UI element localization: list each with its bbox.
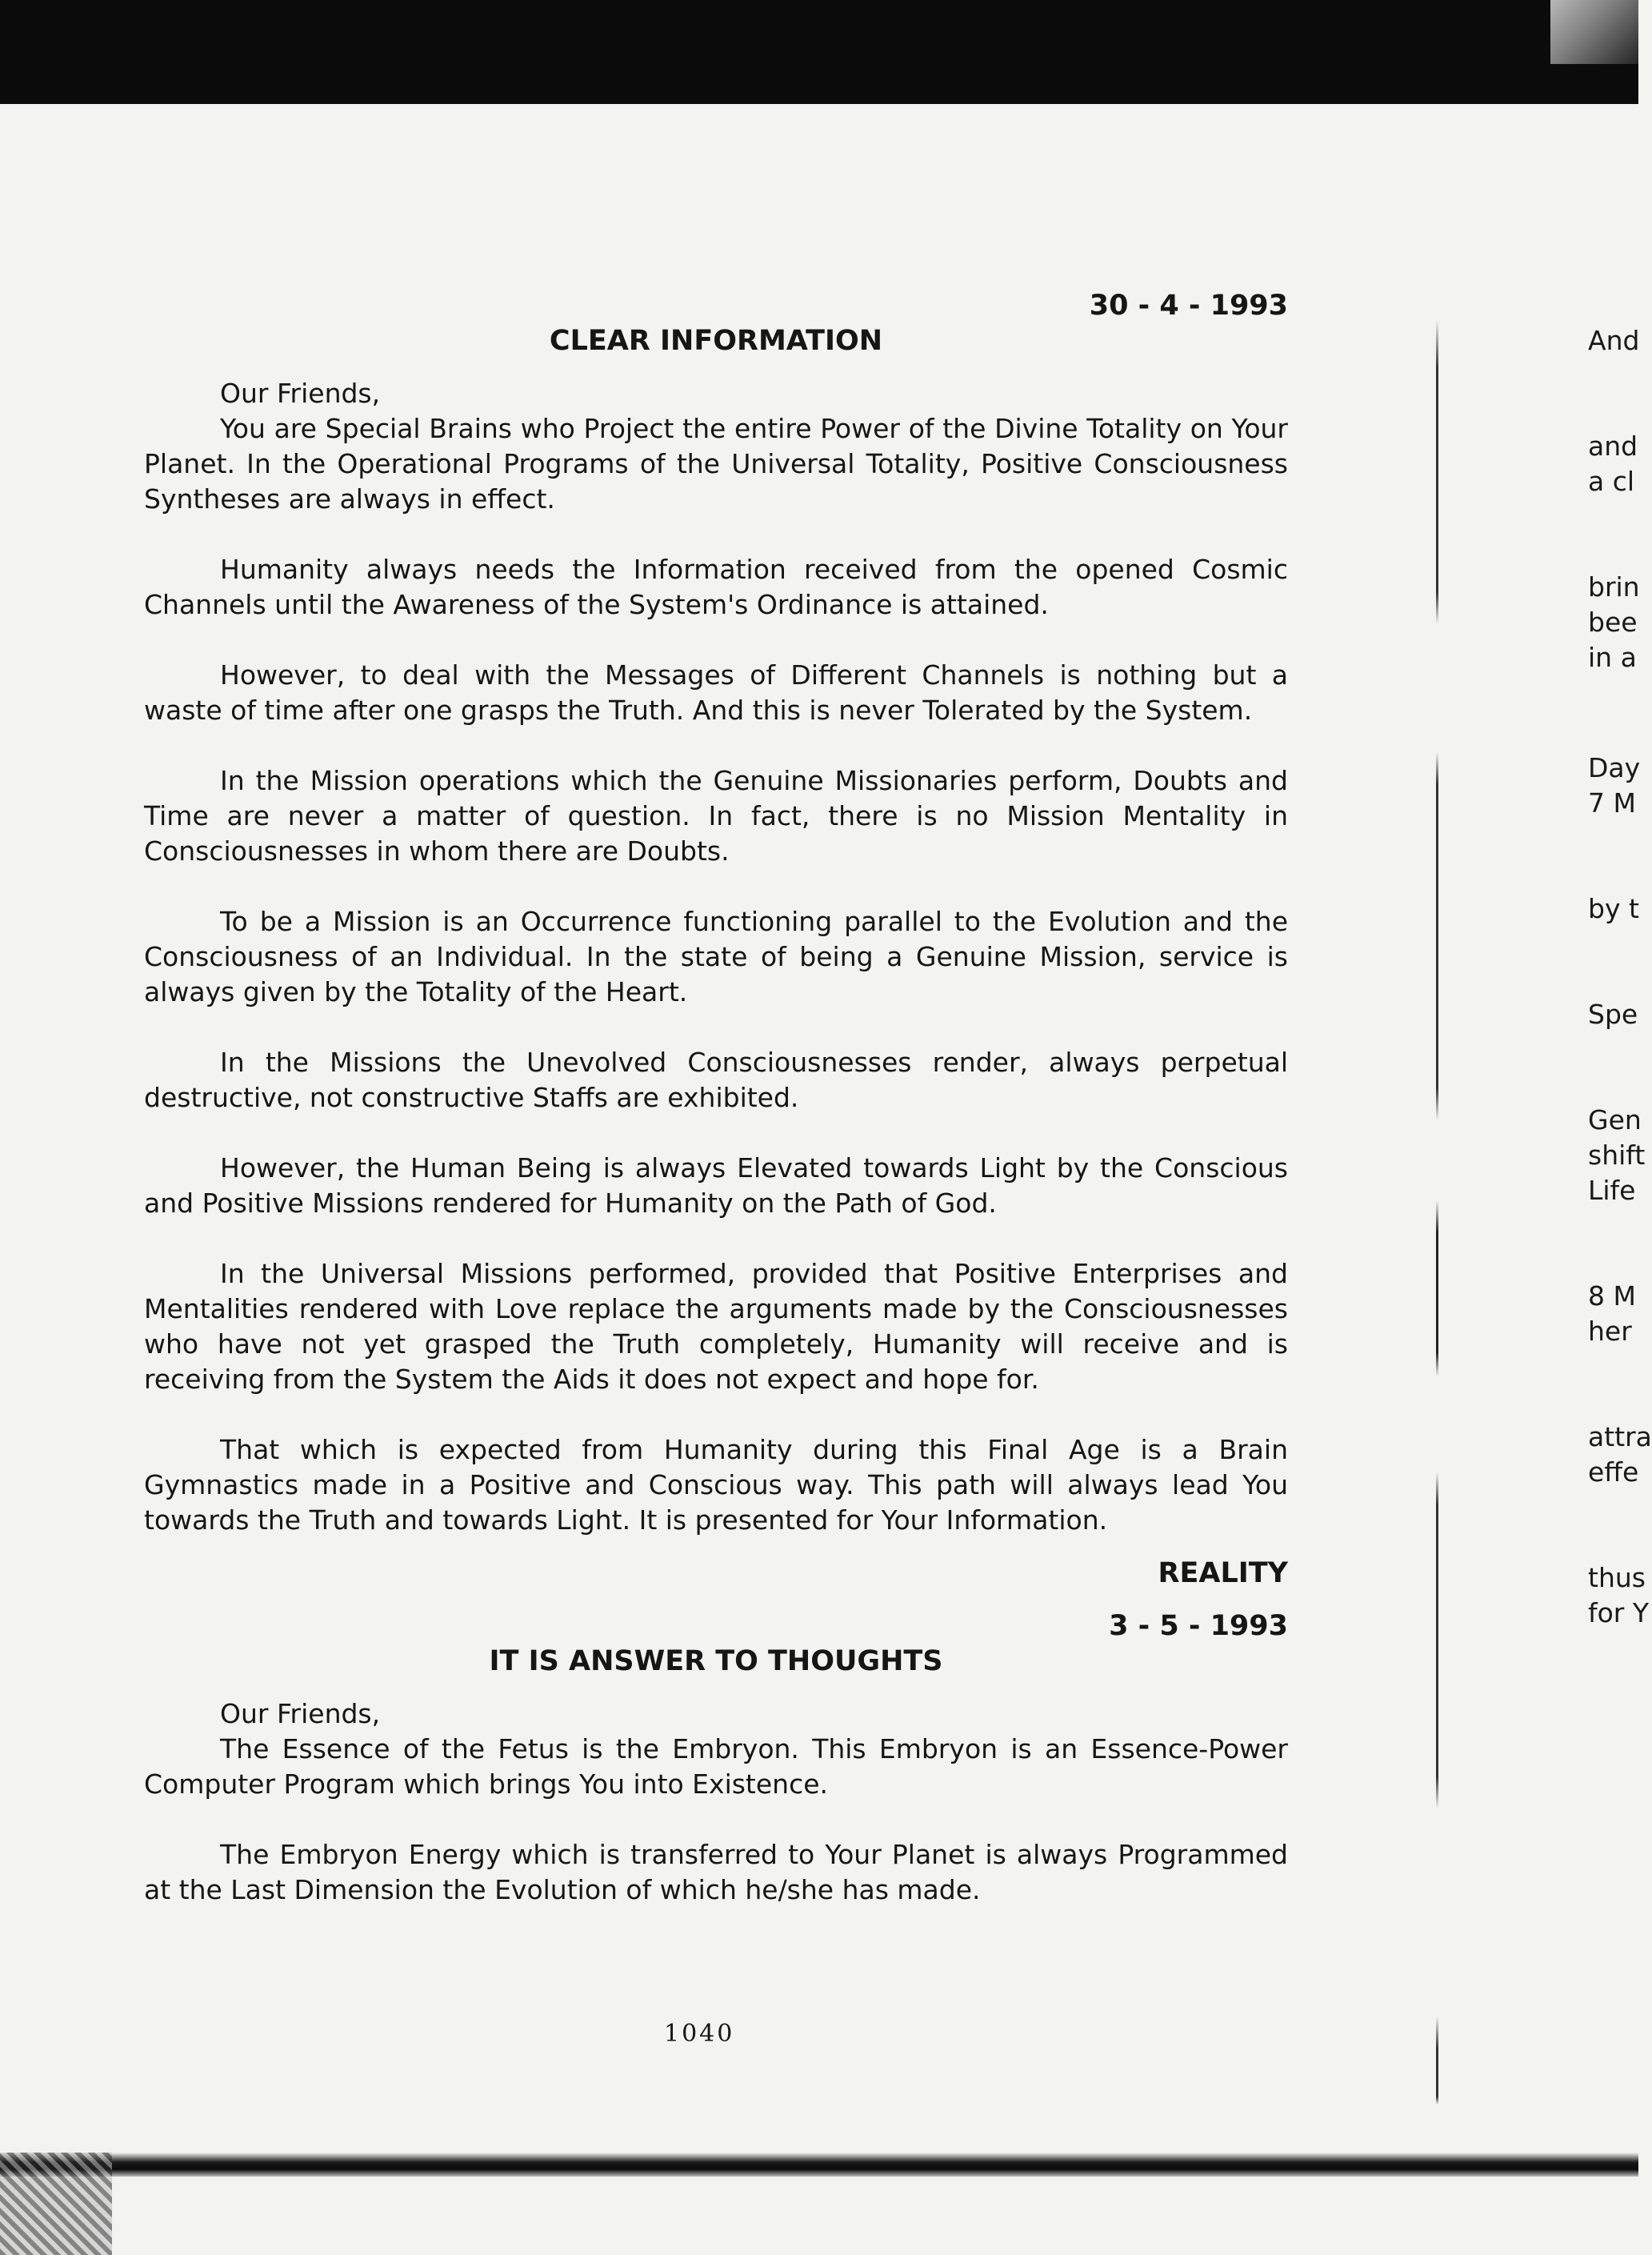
entry-title: CLEAR INFORMATION	[549, 325, 883, 357]
entry-it-is-answer-to-thoughts	[144, 1608, 1288, 1908]
facing-page-fragment: Gen	[1588, 1104, 1642, 1136]
left-page-content	[144, 288, 1288, 1908]
greeting: Our Friends,	[220, 378, 381, 409]
paragraph: However, to deal with the Messages of Different Channels is nothing but a waste of time after one grasps the Truth. And this is never Tolerated by the System.	[144, 659, 1288, 726]
paragraph: That which is expected from Humanity during this Final Age is a Brain Gymnastics made in a Positive and Conscious way. This path will always lead You towards the Truth and towards Light. It is presented for Your Information.	[144, 1434, 1288, 1536]
facing-page-fragment: 8 M	[1588, 1280, 1636, 1312]
facing-page-fragments	[1588, 0, 1652, 2255]
page-number: 1040	[664, 2020, 735, 2048]
scan-bottom-edge	[0, 2153, 1638, 2177]
entry-date: 30 - 4 - 1993	[1089, 290, 1288, 322]
facing-page-fragment: 7 M	[1588, 787, 1636, 819]
greeting: Our Friends,	[220, 1698, 381, 1729]
entry-clear-information	[144, 288, 1288, 1591]
entry-date: 3 - 5 - 1993	[1109, 1610, 1288, 1642]
facing-page-fragment: shift	[1588, 1140, 1646, 1171]
paragraph: Humanity always needs the Information received from the opened Cosmic Channels until the Awareness of the System's Ordinance is attained.	[144, 554, 1288, 620]
paragraph: You are Special Brains who Project the entire Power of the Divine Totality on Your Planet. In the Operational Programs of the Universal Totality, Positive Consciousness Syntheses are always in effect.	[144, 413, 1288, 515]
entry-title: IT IS ANSWER TO THOUGHTS	[489, 1645, 943, 1677]
facing-page-fragment: Spe	[1588, 999, 1638, 1030]
facing-page-fragment: brin	[1588, 571, 1640, 603]
paragraph: In the Mission operations which the Genuine Missionaries perform, Doubts and Time are never a matter of question. In fact, there is no Mission Mentality in Consciousnesses in whom there are Doubts.	[144, 765, 1288, 867]
facing-page-fragment: Life	[1588, 1175, 1636, 1206]
facing-page-fragment: bee	[1588, 607, 1638, 638]
facing-page-fragment: a cl	[1588, 466, 1635, 497]
paragraph: In the Universal Missions performed, provided that Positive Enterprises and Mentalities rendered with Love replace the arguments made by the Consciousnesses who have not yet grasped the Truth completely, Humanity will receive and is receiving from the System the Aids it does not expect and hope for.	[144, 1258, 1288, 1395]
facing-page-fragment: her	[1588, 1316, 1632, 1347]
paragraph: However, the Human Being is always Elevated towards Light by the Conscious and Positive Missions rendered for Humanity on the Path of God.	[144, 1152, 1288, 1219]
scan-top-edge	[0, 0, 1638, 104]
paragraph: To be a Mission is an Occurrence functioning parallel to the Evolution and the Consciousness of an Individual. In the state of being a Genuine Mission, service is always given by the Totality of the Heart.	[144, 906, 1288, 1007]
paragraph: In the Missions the Unevolved Consciousnesses render, always perpetual destructive, not constructive Staffs are exhibited.	[144, 1047, 1288, 1113]
facing-page-fragment: by t	[1588, 893, 1639, 924]
facing-page-fragment: attra	[1588, 1421, 1652, 1452]
facing-page-fragment: thus	[1588, 1562, 1646, 1593]
facing-page-fragment: effe	[1588, 1456, 1639, 1488]
book-gutter	[1436, 320, 1438, 2105]
facing-page-fragment: in a	[1588, 642, 1637, 673]
scan-corner-noise	[0, 2153, 112, 2255]
facing-page-fragment: and	[1588, 431, 1638, 462]
facing-page-fragment: And	[1588, 325, 1640, 356]
facing-page-fragment: for Y	[1588, 1597, 1650, 1628]
facing-page-fragment: Day	[1588, 752, 1641, 783]
paragraph: The Essence of the Fetus is the Embryon. This Embryon is an Essence-Power Computer Program which brings You into Existence.	[144, 1733, 1288, 1800]
paragraph: The Embryon Energy which is transferred to Your Planet is always Programmed at the Last Dimension the Evolution of which he/she has made.	[144, 1839, 1288, 1905]
signature: REALITY	[1158, 1557, 1288, 1589]
